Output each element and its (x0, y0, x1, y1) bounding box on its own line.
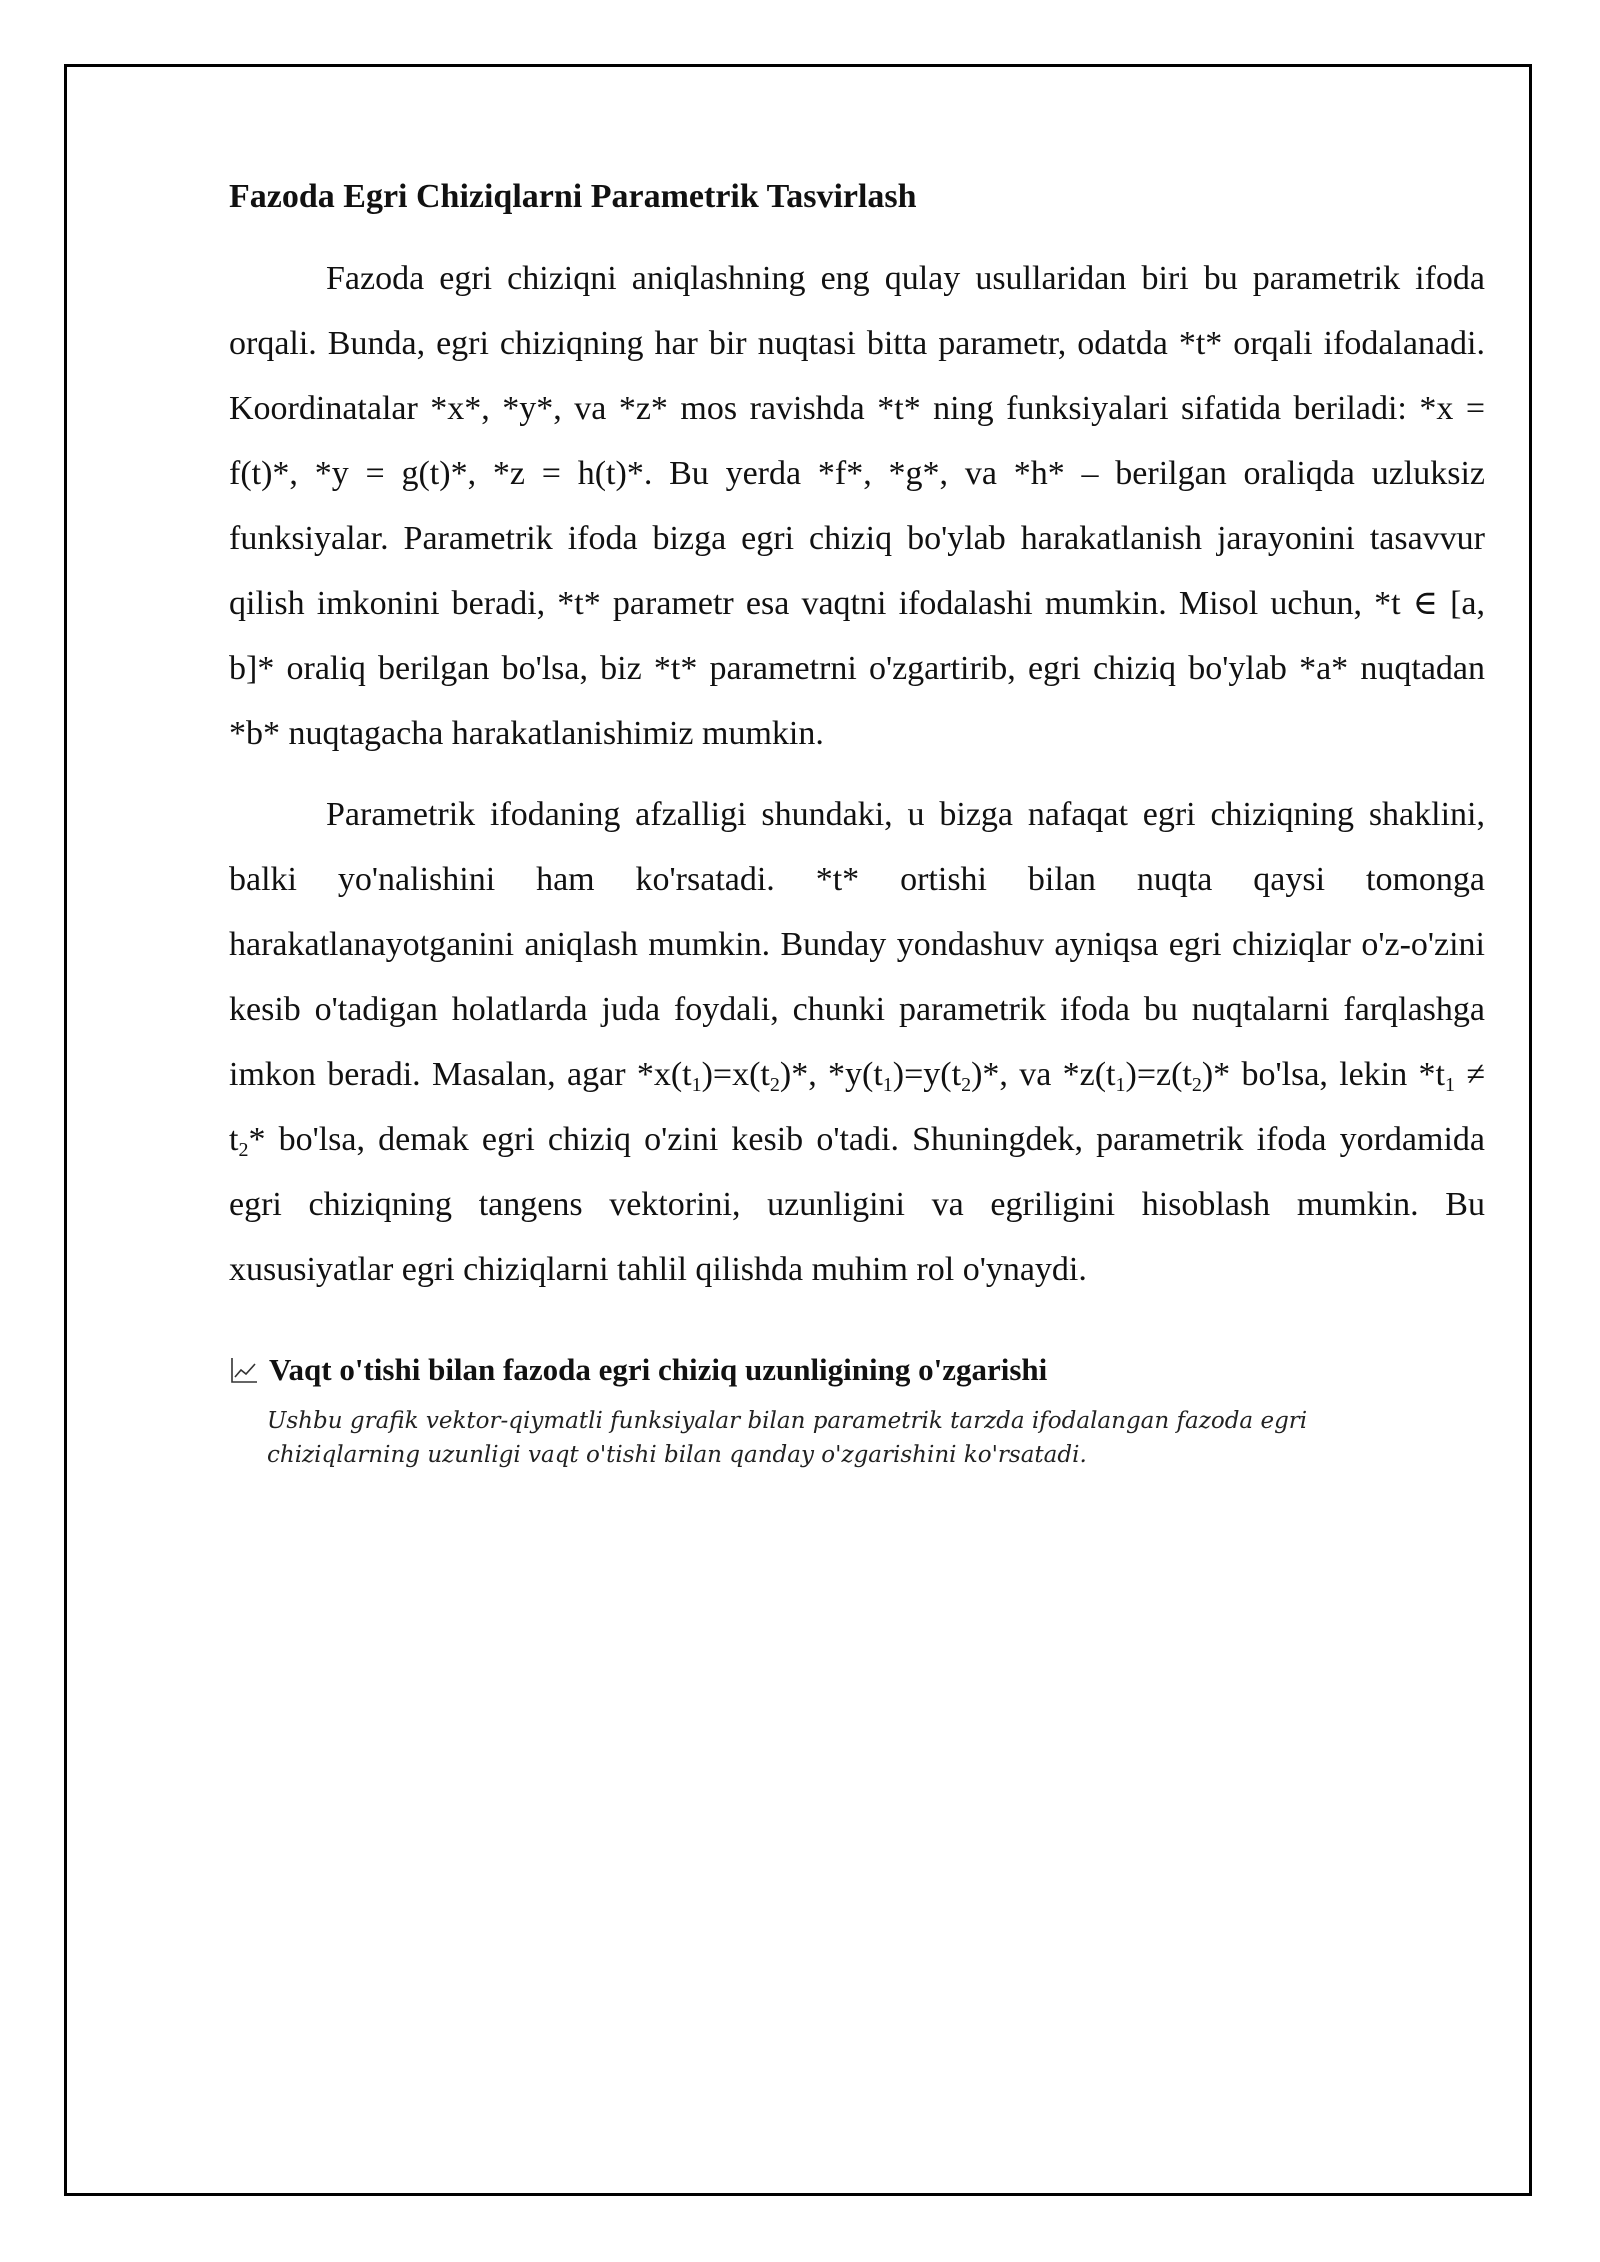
subscript: 1 (1445, 1074, 1455, 1096)
paragraph-2-text: )* bo'lsa, lekin *t (1201, 1056, 1445, 1093)
subscript: 2 (961, 1074, 972, 1096)
page-title: Fazoda Egri Chiziqlarni Parametrik Tasvirlash (229, 178, 917, 215)
paragraph-2-text: )=z(t (1125, 1056, 1192, 1093)
paragraph-2 (229, 782, 1485, 1302)
chart-line-icon (229, 1355, 259, 1385)
subscript: 1 (691, 1074, 702, 1096)
document-body (229, 176, 1485, 1472)
subscript: 1 (1115, 1074, 1126, 1096)
paragraph-1: Fazoda egri chiziqni aniqlashning eng qulay usullaridan biri bu parametrik ifoda orqali. Bunda, egri chiziqning har bir nuqtasi bitta parametr, odatda *t* orqali ifodalanadi. Koordinatalar *x*, *y*, va *z* mos ravishda *t* ning funksiyalari sifatida beriladi: *x = f(t)*, *y = g(t)*, *z = h(t)*. Bu yerda *f*, *g*, va *h* – berilgan oraliqda uzluksiz funksiyalar. Parametrik ifoda bizga egri chiziq bo'ylab harakatlanish jarayonini tasavvur qilish imkonini beradi, *t* parametr esa vaqtni ifodalashi mumkin. Misol uchun, *t ∈ [a, b]* oraliq berilgan bo'lsa, biz *t* parametrni o'zgartirib, egri chiziq bo'ylab *a* nuqtadan *b* nuqtagacha harakatlanishimiz mumkin. (229, 260, 1485, 752)
chart-section (229, 1350, 1485, 1472)
paragraph-2-text: )=y(t (892, 1056, 962, 1093)
subscript: 2 (1191, 1074, 1202, 1096)
paragraph-2-text: * bo'lsa, demak egri chiziq o'zini kesib o'tadi. Shuningdek, parametrik ifoda yordamida egri chiziqning tangens vektorini, uzunligini va egriligini hisoblash mumkin. Bu xususiyatlar egri chiziqlarni tahlil qilishda muhim rol o'ynaydi. (229, 1121, 1485, 1288)
subscript: 2 (238, 1139, 249, 1161)
chart-description: Ushbu grafik vektor-qiymatli funksiyalar bilan parametrik tarzda ifodalangan fazoda egri chiziqlarning uzunligi vaqt o'tishi bilan qanday o'zgarishini ko'rsatadi. (267, 1408, 1308, 1468)
paragraph-2-text: )*, va *z(t (971, 1056, 1116, 1093)
subscript: 2 (769, 1074, 780, 1096)
chart-heading (229, 1350, 1485, 1390)
chart-title: Vaqt o'tishi bilan fazoda egri chiziq uzunligining o'zgarishi (269, 1352, 1048, 1387)
paragraph-2-text: )=x(t (701, 1056, 770, 1093)
subscript: 1 (882, 1074, 893, 1096)
paragraph-2-text: ≠ t (229, 1056, 1485, 1158)
paragraph-2-text: )*, *y(t (779, 1056, 883, 1093)
paragraph-2-text: Parametrik ifodaning afzalligi shundaki, u bizga nafaqat egri chiziqning shaklini, balki yo'nalishini ham ko'rsatadi. *t* ortishi bilan nuqta qaysi tomonga harakatlanayotganini aniqlash mumkin. Bunday yondashuv ayniqsa egri chiziqlar o'z-o'zini kesib o'tadigan holatlarda juda foydali, chunki parametrik ifoda bu nuqtalarni farqlashga imkon beradi. Masalan, agar *x(t (229, 796, 1485, 1093)
